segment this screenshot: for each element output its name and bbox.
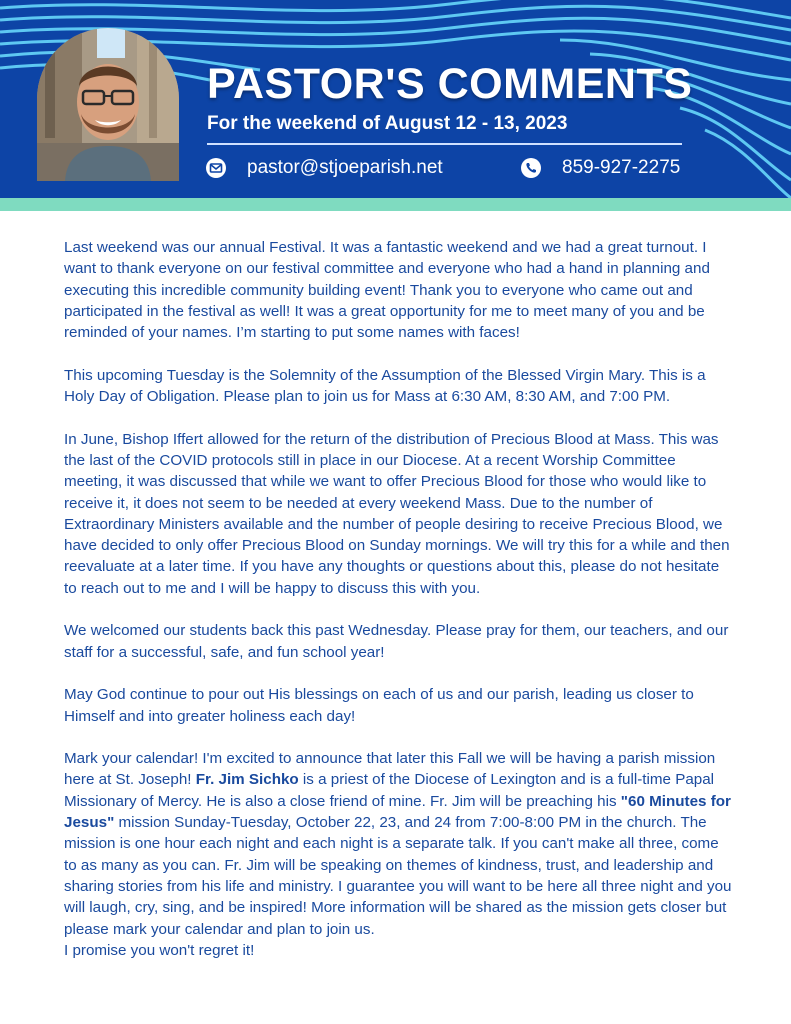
page-title: PASTOR'S COMMENTS (207, 60, 693, 108)
paragraph-parish-mission (64, 748, 734, 961)
email-address[interactable]: pastor@stjoeparish.net (247, 157, 443, 178)
pastor-photo (37, 28, 179, 181)
mission-title: "60 Minutes for Jesus" (64, 792, 731, 832)
mission-text-intro: Mark your calendar! I'm excited to announce that later this Fall we will be having a parish mission here at St. Joseph! (64, 750, 716, 789)
phone-number[interactable]: 859-927-2275 (562, 157, 681, 178)
letter-body (64, 237, 734, 961)
paragraph-students: We welcomed our students back this past Wednesday. Please pray for them, our teachers, and our staff for a successful, safe, and fun school year! (64, 622, 729, 661)
paragraph-blessing: May God continue to pour out His blessings on each of us and our parish, leading us closer to Himself and into greater holiness each day! (64, 686, 694, 725)
mission-closing-line: I promise you won't regret it! (64, 941, 255, 959)
paragraph-assumption: This upcoming Tuesday is the Solemnity of the Assumption of the Blessed Virgin Mary. This is a Holy Day of Obligation. Please plan to join us for Mass at 6:30 AM, 8:30 AM, and 7:00 PM. (64, 366, 706, 406)
paragraph-festival: Last weekend was our annual Festival. It was a fantastic weekend and we had a great turnout. I want to thank everyone on our festival committee and everyone who had a hand in planning and executing this incredible community building event! Thank you to everyone who came out and participated in the festival as well! It was a great opportunity for me to meet many of you and be reminded of your names. I’m starting to put some names with faces! (64, 239, 710, 342)
mission-text-speaker: is a priest of the Diocese of Lexington and is a full-time Papal Missionary of Mercy. He is also a close friend of mine. Fr. Jim will be preaching his (64, 771, 715, 810)
phone-contact[interactable] (520, 155, 680, 181)
header-divider (207, 143, 682, 145)
weekend-subtitle: For the weekend of August 12 - 13, 2023 (207, 113, 568, 134)
accent-band (0, 198, 791, 211)
envelope-icon (205, 157, 227, 179)
paragraph-precious-blood: In June, Bishop Iffert allowed for the return of the distribution of Precious Blood at Mass. This was the last of the COVID protocols still in place in our Diocese. At a recent Worship Committee meeting, it was discussed that while we want to offer Precious Blood for those who would like to receive it, it does not seem to be needed at every weekend Mass. Due to the number of Extraordinary Ministers available and the number of people desiring to receive Precious Blood, we have decided to only offer Precious Blood on Sunday mornings. We will try this for a while and then reevaluate at a later time. If you have any thoughts or questions about this, please do not hesitate to reach out to me and I will be happy to discuss this with you. (64, 430, 730, 597)
mission-text-details: mission Sunday-Tuesday, October 22, 23, and 24 from 7:00-8:00 PM in the church. The mission is one hour each night and each night is a separate talk. If you can't make all three, come to as many as you can. Fr. Jim will be speaking on themes of kindness, trust, and leadership and sharing stories from his life and ministry. I guarantee you will want to be here all three night and you will laugh, cry, sing, and be inspired! More information will be shared as the mission gets closer but please mark your calendar and plan to join us. (64, 814, 732, 938)
mission-speaker-name: Fr. Jim Sichko (195, 771, 299, 789)
email-contact[interactable] (205, 155, 443, 181)
phone-icon (520, 157, 542, 179)
header-banner (0, 0, 791, 198)
pastor-portrait-illustration (37, 28, 179, 181)
